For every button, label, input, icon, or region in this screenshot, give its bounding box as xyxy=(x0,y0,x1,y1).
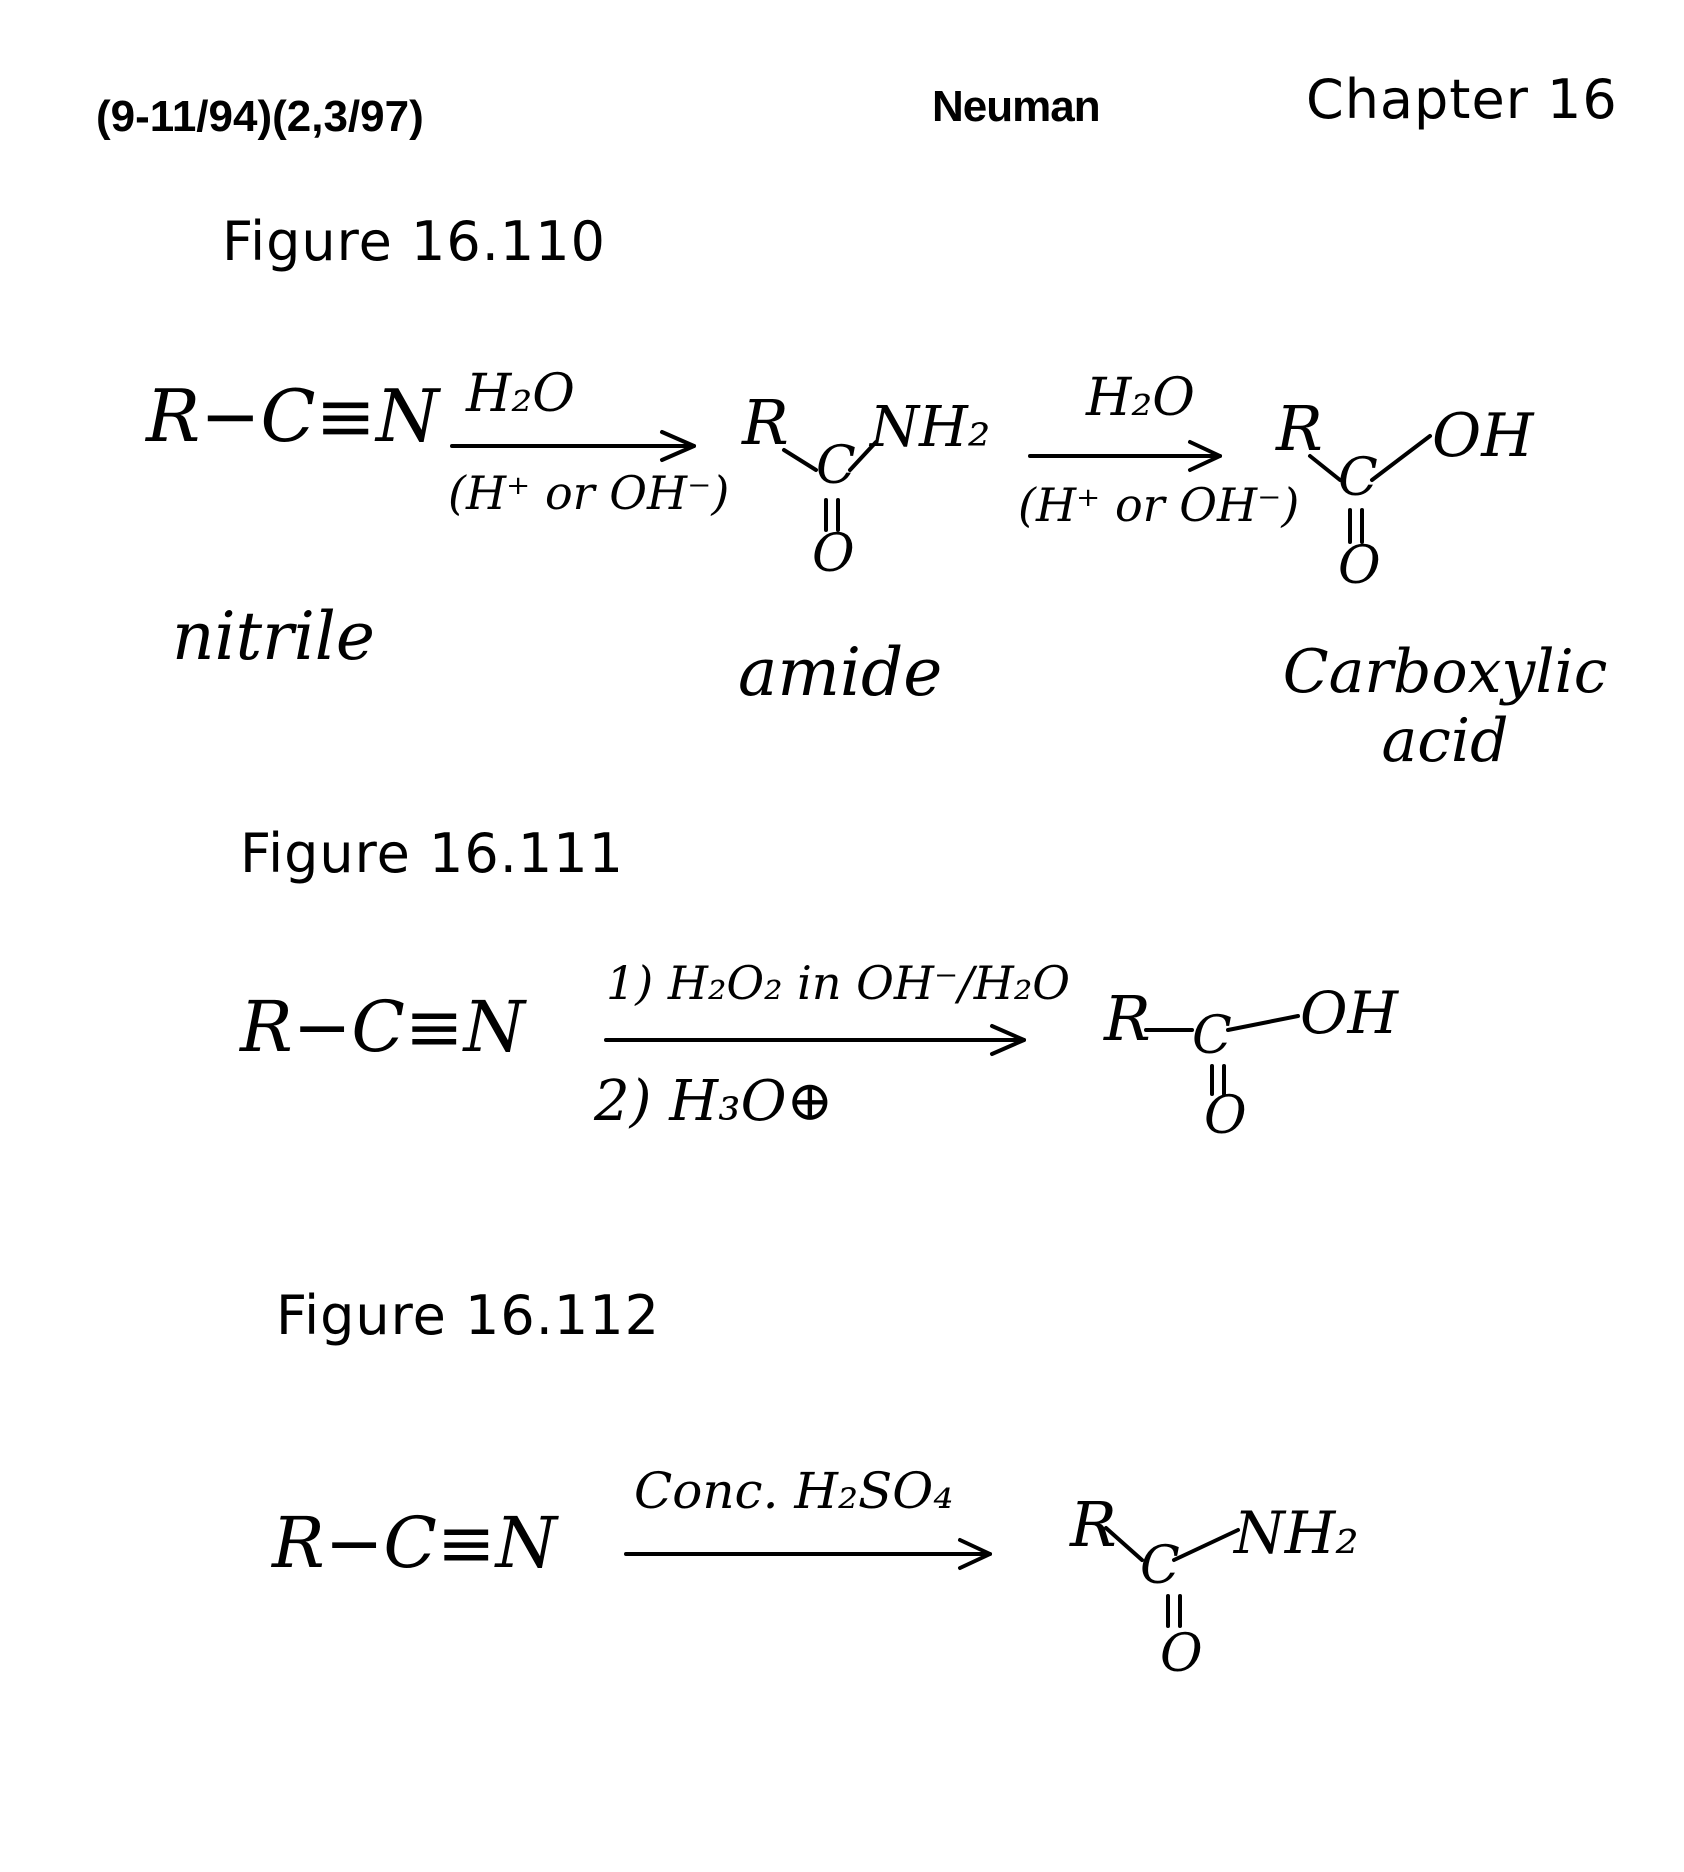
fig111-nitrile-formula: R−C≡N xyxy=(240,986,525,1068)
header-date-code: (9-11/94)(2,3/97) xyxy=(96,92,424,141)
fig112-r-group: R xyxy=(1070,1488,1117,1561)
fig111-r-group: R xyxy=(1104,982,1151,1055)
fig111-oxygen: O xyxy=(1204,1086,1247,1146)
fig111-reagent-line2: 2) H₃O⊕ xyxy=(594,1069,834,1134)
fig112-oxygen: O xyxy=(1160,1624,1203,1684)
figure-16-111-label: Figure 16.111 xyxy=(240,822,624,885)
figure-16-110-label: Figure 16.110 xyxy=(222,210,606,273)
fig112-reagent: Conc. H₂SO₄ xyxy=(634,1462,954,1520)
arrow-step2 xyxy=(1030,442,1220,470)
header-author: Neuman xyxy=(932,82,1100,131)
fig112-carbon: C xyxy=(1140,1536,1180,1596)
acid-carbon: C xyxy=(1338,448,1378,508)
figure-16-112-label: Figure 16.112 xyxy=(276,1284,660,1347)
amide-r-group: R xyxy=(742,386,789,459)
fig111-carbon: C xyxy=(1192,1006,1232,1066)
amide-carbon: C xyxy=(816,436,856,496)
header-chapter: Chapter 16 xyxy=(1306,68,1618,131)
acid-oxygen: O xyxy=(1338,536,1381,596)
fig112-arrow xyxy=(626,1540,990,1568)
nitrile-name: nitrile xyxy=(172,598,375,675)
amide-name: amide xyxy=(738,634,943,711)
amide-oxygen: O xyxy=(812,524,855,584)
fig111-reagent-line1: 1) H₂O₂ in OH⁻/H₂O xyxy=(606,956,1070,1010)
fig111-oh: OH xyxy=(1300,979,1399,1047)
step2-reagent-bottom: (H⁺ or OH⁻) xyxy=(1018,478,1300,532)
fig112-nh2: NH₂ xyxy=(1234,1499,1359,1567)
amide-nh2: NH₂ xyxy=(870,395,991,460)
fig112-nitrile-formula: R−C≡N xyxy=(272,1502,557,1584)
step1-reagent-bottom: (H⁺ or OH⁻) xyxy=(448,466,730,520)
arrow-step1 xyxy=(452,432,694,460)
carboxylic-acid-name: Carboxylic acid xyxy=(1282,637,1608,776)
nitrile-formula: R−C≡N xyxy=(146,374,439,458)
step1-reagent-top: H₂O xyxy=(466,364,575,424)
acid-r-group: R xyxy=(1276,392,1323,465)
acid-oh: OH xyxy=(1432,401,1534,471)
step2-reagent-top: H₂O xyxy=(1086,368,1195,428)
fig111-arrow xyxy=(606,1026,1024,1054)
